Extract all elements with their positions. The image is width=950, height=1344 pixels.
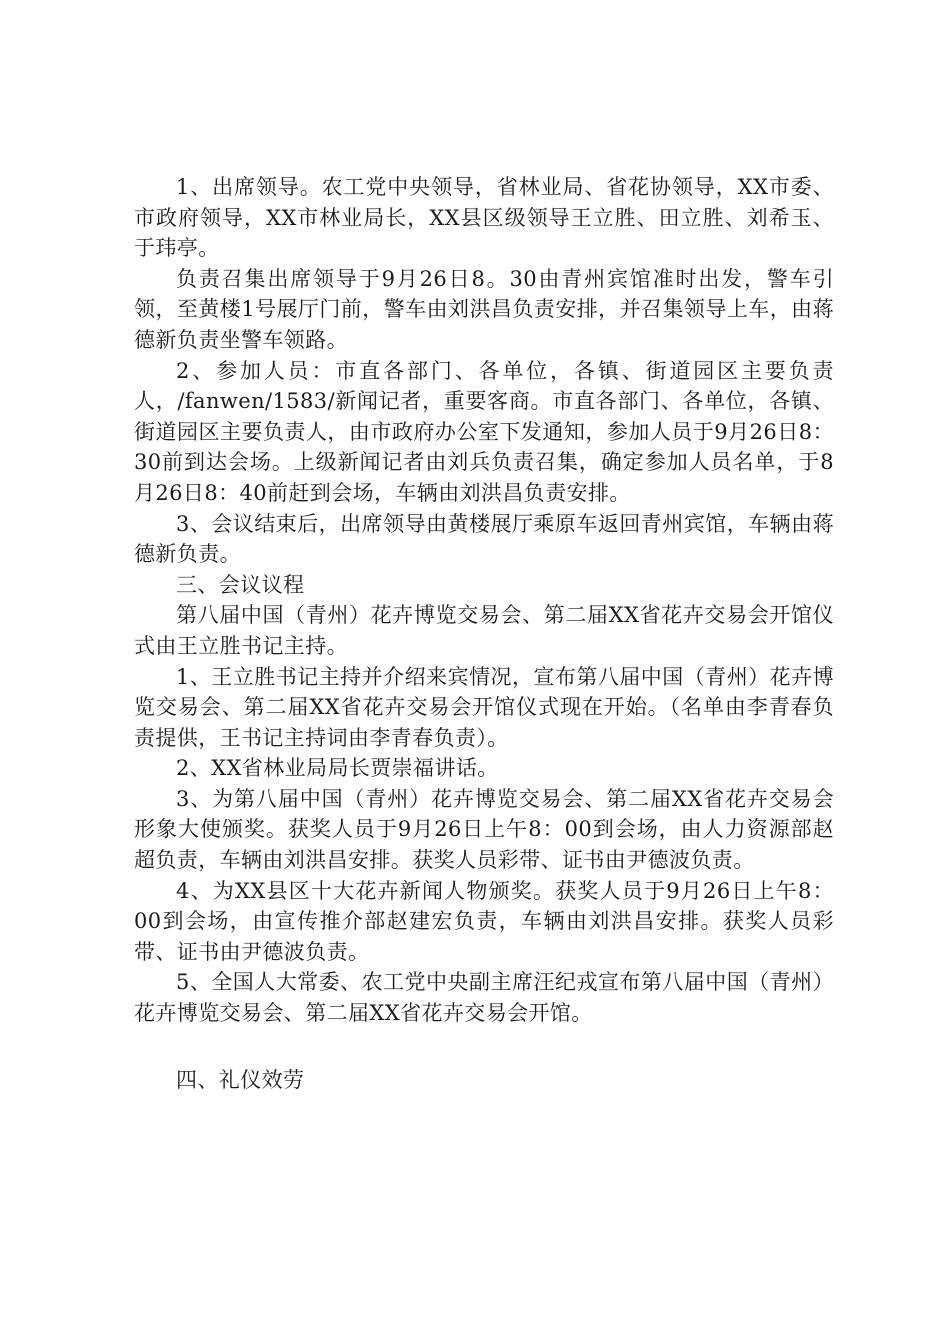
agenda-item-4: 4、为XX县区十大花卉新闻人物颁奖。获奖人员于9月26日上午8：00到会场，由宣传推介部赵建宏负责，车辆由刘洪昌安排。获奖人员彩带、证书由尹德波负责。	[134, 878, 834, 964]
heading-etiquette-service: 四、礼仪效劳	[176, 1067, 305, 1092]
paragraph-after-meeting: 3、会议结束后，出席领导由黄楼展厅乘原车返回青州宾馆，车辆由蒋德新负责。	[134, 511, 834, 567]
agenda-item-3: 3、为第八届中国（青州）花卉博览交易会、第二届XX省花卉交易会形象大使颁奖。获奖人员于9月26日上午8：00到会场，由人力资源部赵超负责，车辆由刘洪昌安排。获奖人员彩带、证书由尹德波负责。	[134, 786, 834, 873]
agenda-item-5: 5、全国人大常委、农工党中央副主席汪纪戎宣布第八届中国（青州）花卉博览交易会、第二届XX省花卉交易会开馆。	[134, 970, 834, 1026]
paragraph-participants: 2、参加人员：市直各部门、各单位，各镇、街道园区主要负责人，/fanwen/1583/新闻记者，重要客商。市直各部门、各单位，各镇、街道园区主要负责人，由市政府办公室下发通知，参加人员于9月26日8：30前到达会场。上级新闻记者由刘兵负责召集，确定参加人员名单，于8月26日8：40前赶到会场，车辆由刘洪昌负责安排。	[134, 358, 834, 505]
agenda-item-2: 2、XX省林业局局长贾崇福讲话。	[176, 756, 499, 781]
heading-meeting-agenda: 三、会议议程	[176, 572, 305, 597]
paragraph-attending-leaders: 1、出席领导。农工党中央领导，省林业局、省花协领导，XX市委、市政府领导，XX市林业局长，XX县区级领导王立胜、田立胜、刘希玉、于玮亭。	[134, 175, 834, 261]
paragraph-leader-assembly: 负责召集出席领导于9月26日8。30由青州宾馆准时出发，警车引领，至黄楼1号展厅门前，警车由刘洪昌负责安排，并召集领导上车，由蒋德新负责坐警车领路。	[134, 266, 834, 352]
document-body	[134, 172, 834, 1095]
paragraph-agenda-intro: 第八届中国（青州）花卉博览交易会、第二届XX省花卉交易会开馆仪式由王立胜书记主持。	[134, 603, 834, 658]
agenda-item-1: 1、王立胜书记主持并介绍来宾情况，宣布第八届中国（青州）花卉博览交易会、第二届XX省花卉交易会开馆仪式现在开始。（名单由李青春负责提供，王书记主持词由李青春负责）。	[134, 664, 834, 750]
